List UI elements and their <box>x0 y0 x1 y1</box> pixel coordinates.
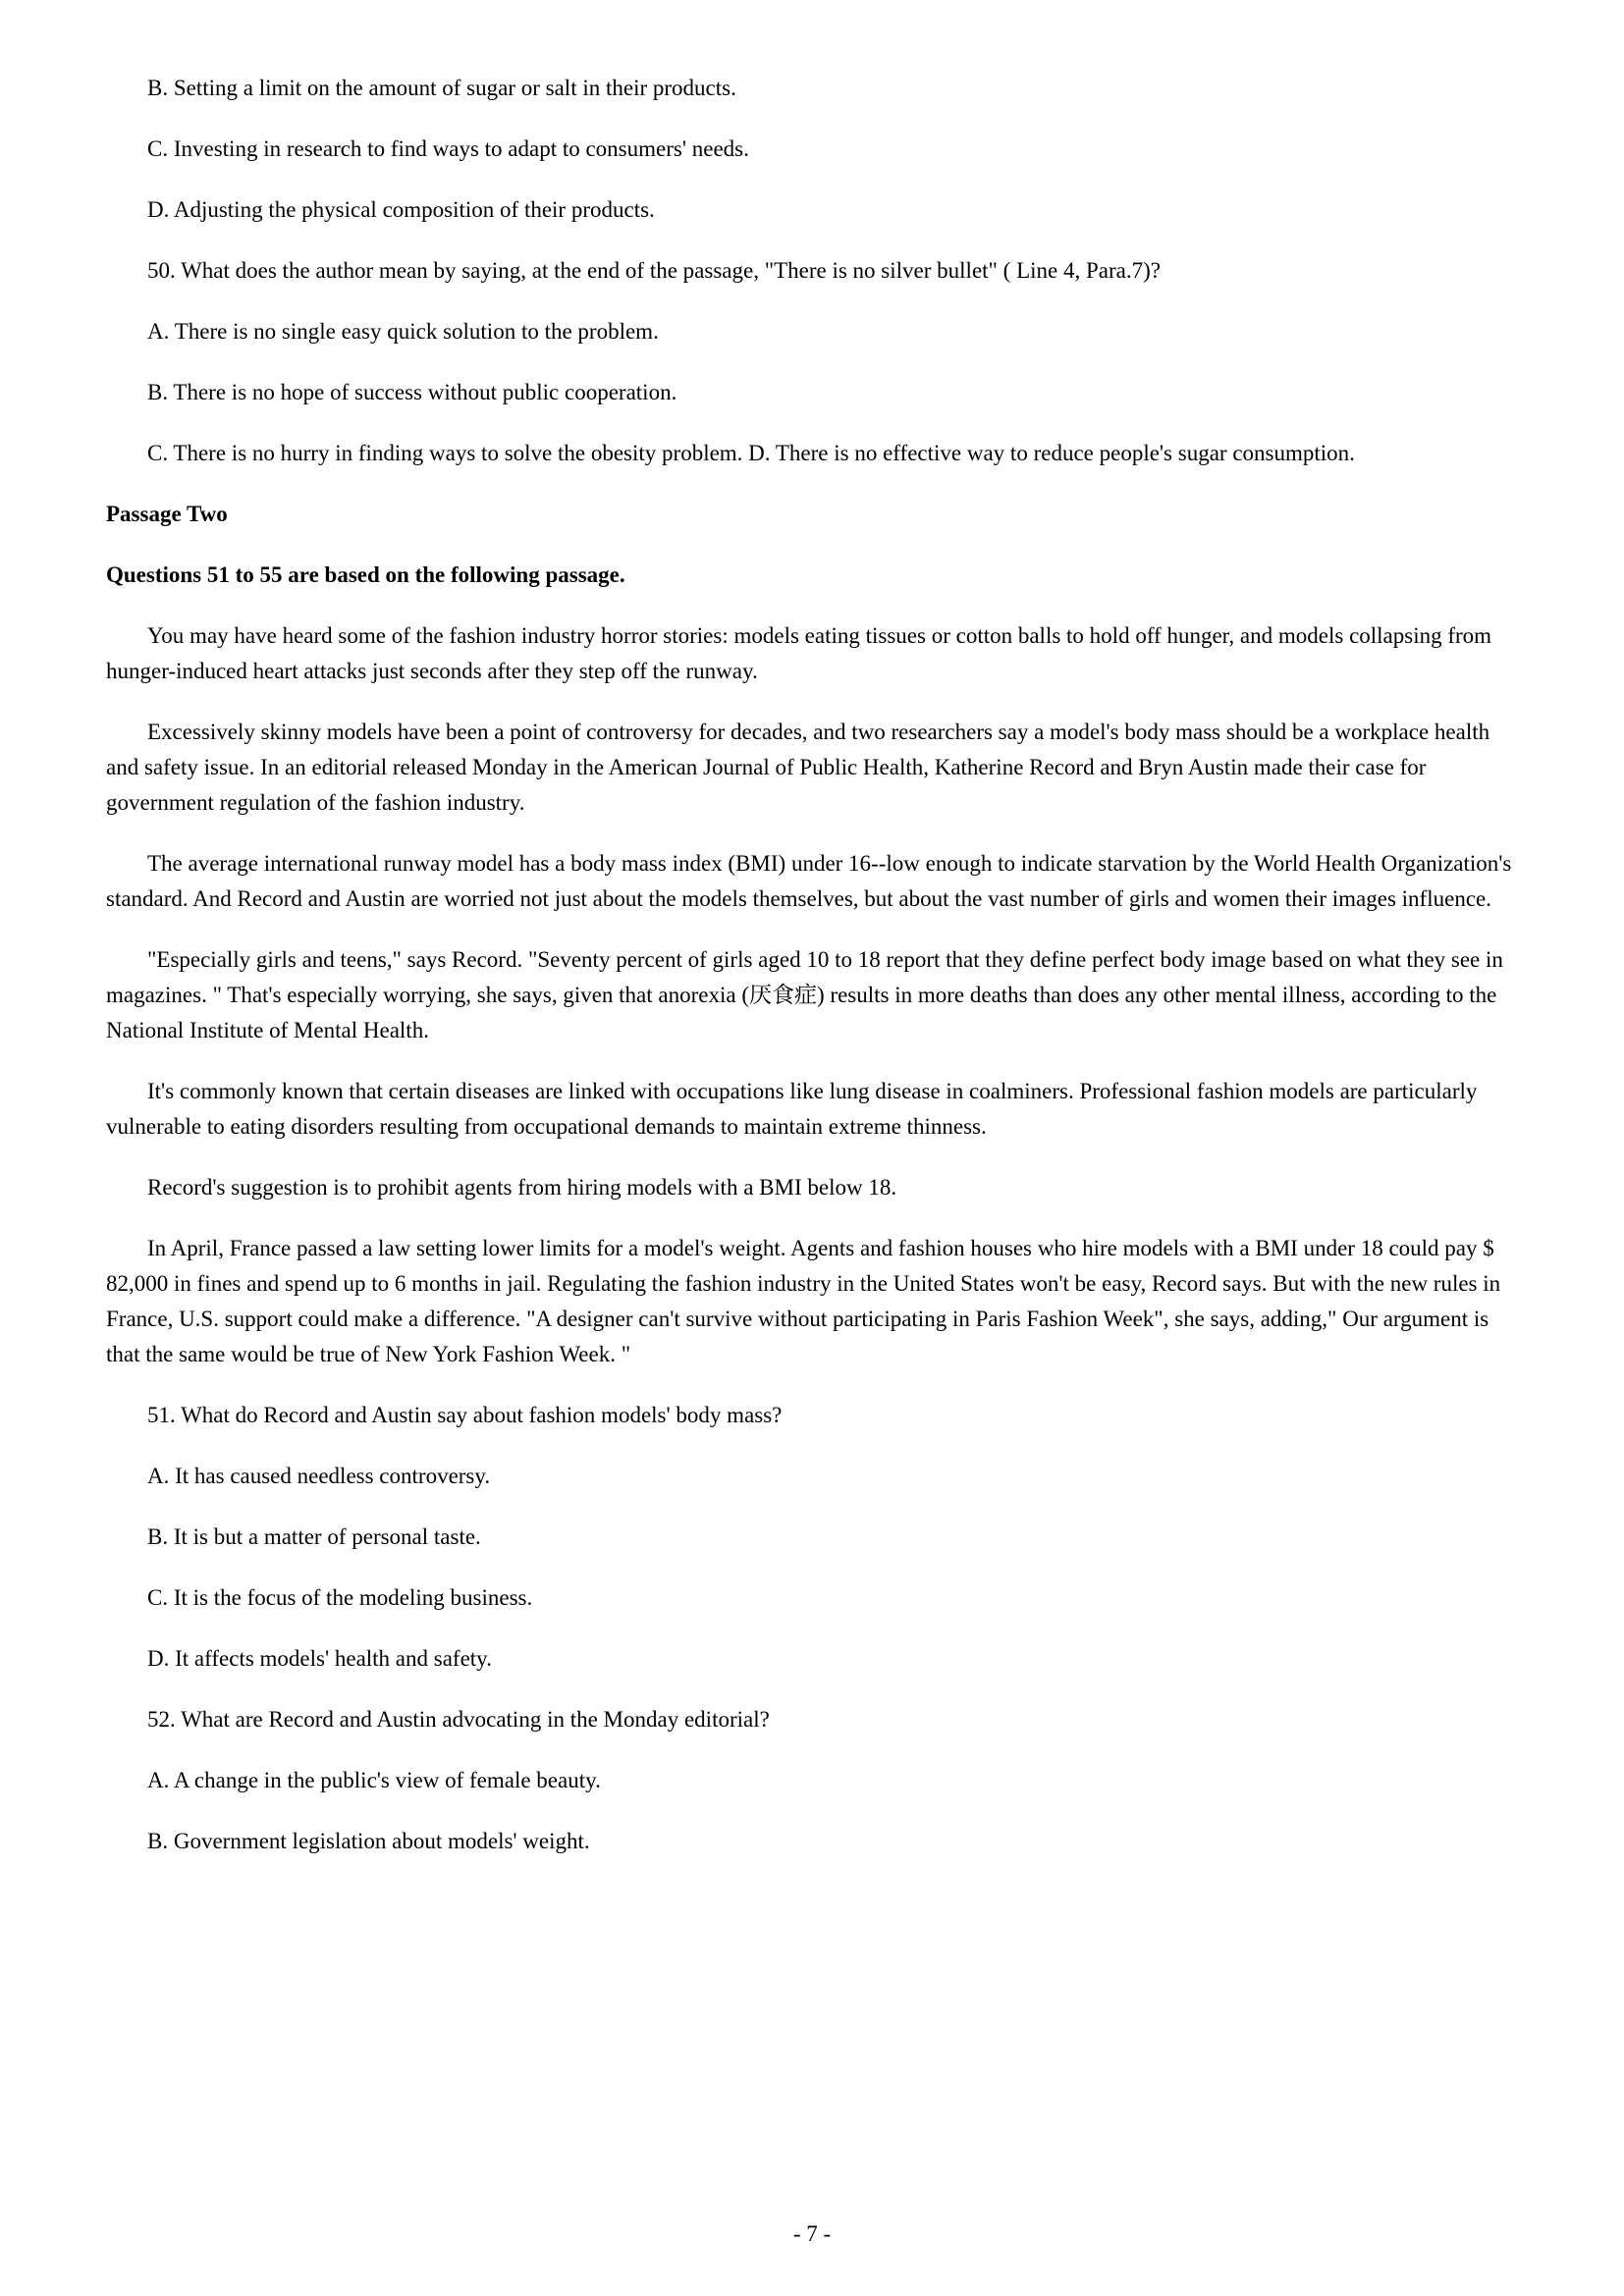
option-text: D. Adjusting the physical composition of their products. <box>147 197 655 222</box>
option-text: B. Setting a limit on the amount of sugar or salt in their products. <box>147 76 736 100</box>
question-text: 50. What does the author mean by saying, at the end of the passage, "There is no silver bullet" ( Line 4, Para.7)? <box>147 258 1161 283</box>
option-text: D. It affects models' health and safety. <box>147 1646 492 1671</box>
option-text: B. Government legislation about models' weight. <box>147 1829 590 1853</box>
page-footer <box>0 2216 1624 2252</box>
paragraph-text: "Especially girls and teens," says Record. "Seventy percent of girls aged 10 to 18 report that they define perfect body image based on what they see in magazines. " That's especially worrying, she says, given that anorexia (厌食症) results in more deaths than does any other mental illness, according to the National Institute of Mental Health. <box>106 947 1503 1042</box>
question-text: 52. What are Record and Austin advocating in the Monday editorial? <box>147 1707 770 1732</box>
paragraph-text: Record's suggestion is to prohibit agents from hiring models with a BMI below 18. <box>147 1175 897 1200</box>
section-heading: Passage Two <box>106 502 228 526</box>
option-text: A. It has caused needless controversy. <box>147 1464 491 1488</box>
question-text: 51. What do Record and Austin say about fashion models' body mass? <box>147 1403 783 1427</box>
option-text: C. Investing in research to find ways to adapt to consumers' needs. <box>147 136 749 161</box>
page-number: - 7 - <box>792 2221 832 2246</box>
paragraph-text: The average international runway model has a body mass index (BMI) under 16--low enough to indicate starvation by the World Health Organization's standard. And Record and Austin are worried not just about the models themselves, but about the vast number of girls and women their images influence. <box>106 851 1512 911</box>
option-text: C. There is no hurry in finding ways to solve the obesity problem. D. There is no effective way to reduce people's sugar consumption. <box>147 441 1355 465</box>
section-heading: Questions 51 to 55 are based on the following passage. <box>106 562 625 587</box>
option-text: A. A change in the public's view of female beauty. <box>147 1768 601 1792</box>
option-text: A. There is no single easy quick solution to the problem. <box>147 319 659 344</box>
option-text: C. It is the focus of the modeling business. <box>147 1585 533 1610</box>
paragraph-text: Excessively skinny models have been a point of controversy for decades, and two researchers say a model's body mass should be a workplace health and safety issue. In an editorial released Monday in the American Journal of Public Health, Katherine Record and Bryn Austin made their case for government regulation of the fashion industry. <box>106 720 1490 815</box>
document-content <box>106 71 1518 1859</box>
option-text: B. There is no hope of success without public cooperation. <box>147 380 677 404</box>
paragraph-text: You may have heard some of the fashion industry horror stories: models eating tissues or cotton balls to hold off hunger, and models collapsing from hunger-induced heart attacks just seconds after they step off the runway. <box>106 623 1492 683</box>
paragraph-text: In April, France passed a law setting lower limits for a model's weight. Agents and fashion houses who hire models with a BMI under 18 could pay $ 82,000 in fines and spend up to 6 months in jail. Regulating the fashion industry in the United States won't be easy, Record says. But with the new rules in France, U.S. support could make a difference. "A designer can't survive without participating in Paris Fashion Week", she says, adding," Our argument is that the same would be true of New York Fashion Week. " <box>106 1236 1501 1366</box>
paragraph-text: It's commonly known that certain diseases are linked with occupations like lung disease in coalminers. Professional fashion models are particularly vulnerable to eating disorders resulting from occupational demands to maintain extreme thinness. <box>106 1079 1478 1139</box>
option-text: B. It is but a matter of personal taste. <box>147 1524 481 1549</box>
